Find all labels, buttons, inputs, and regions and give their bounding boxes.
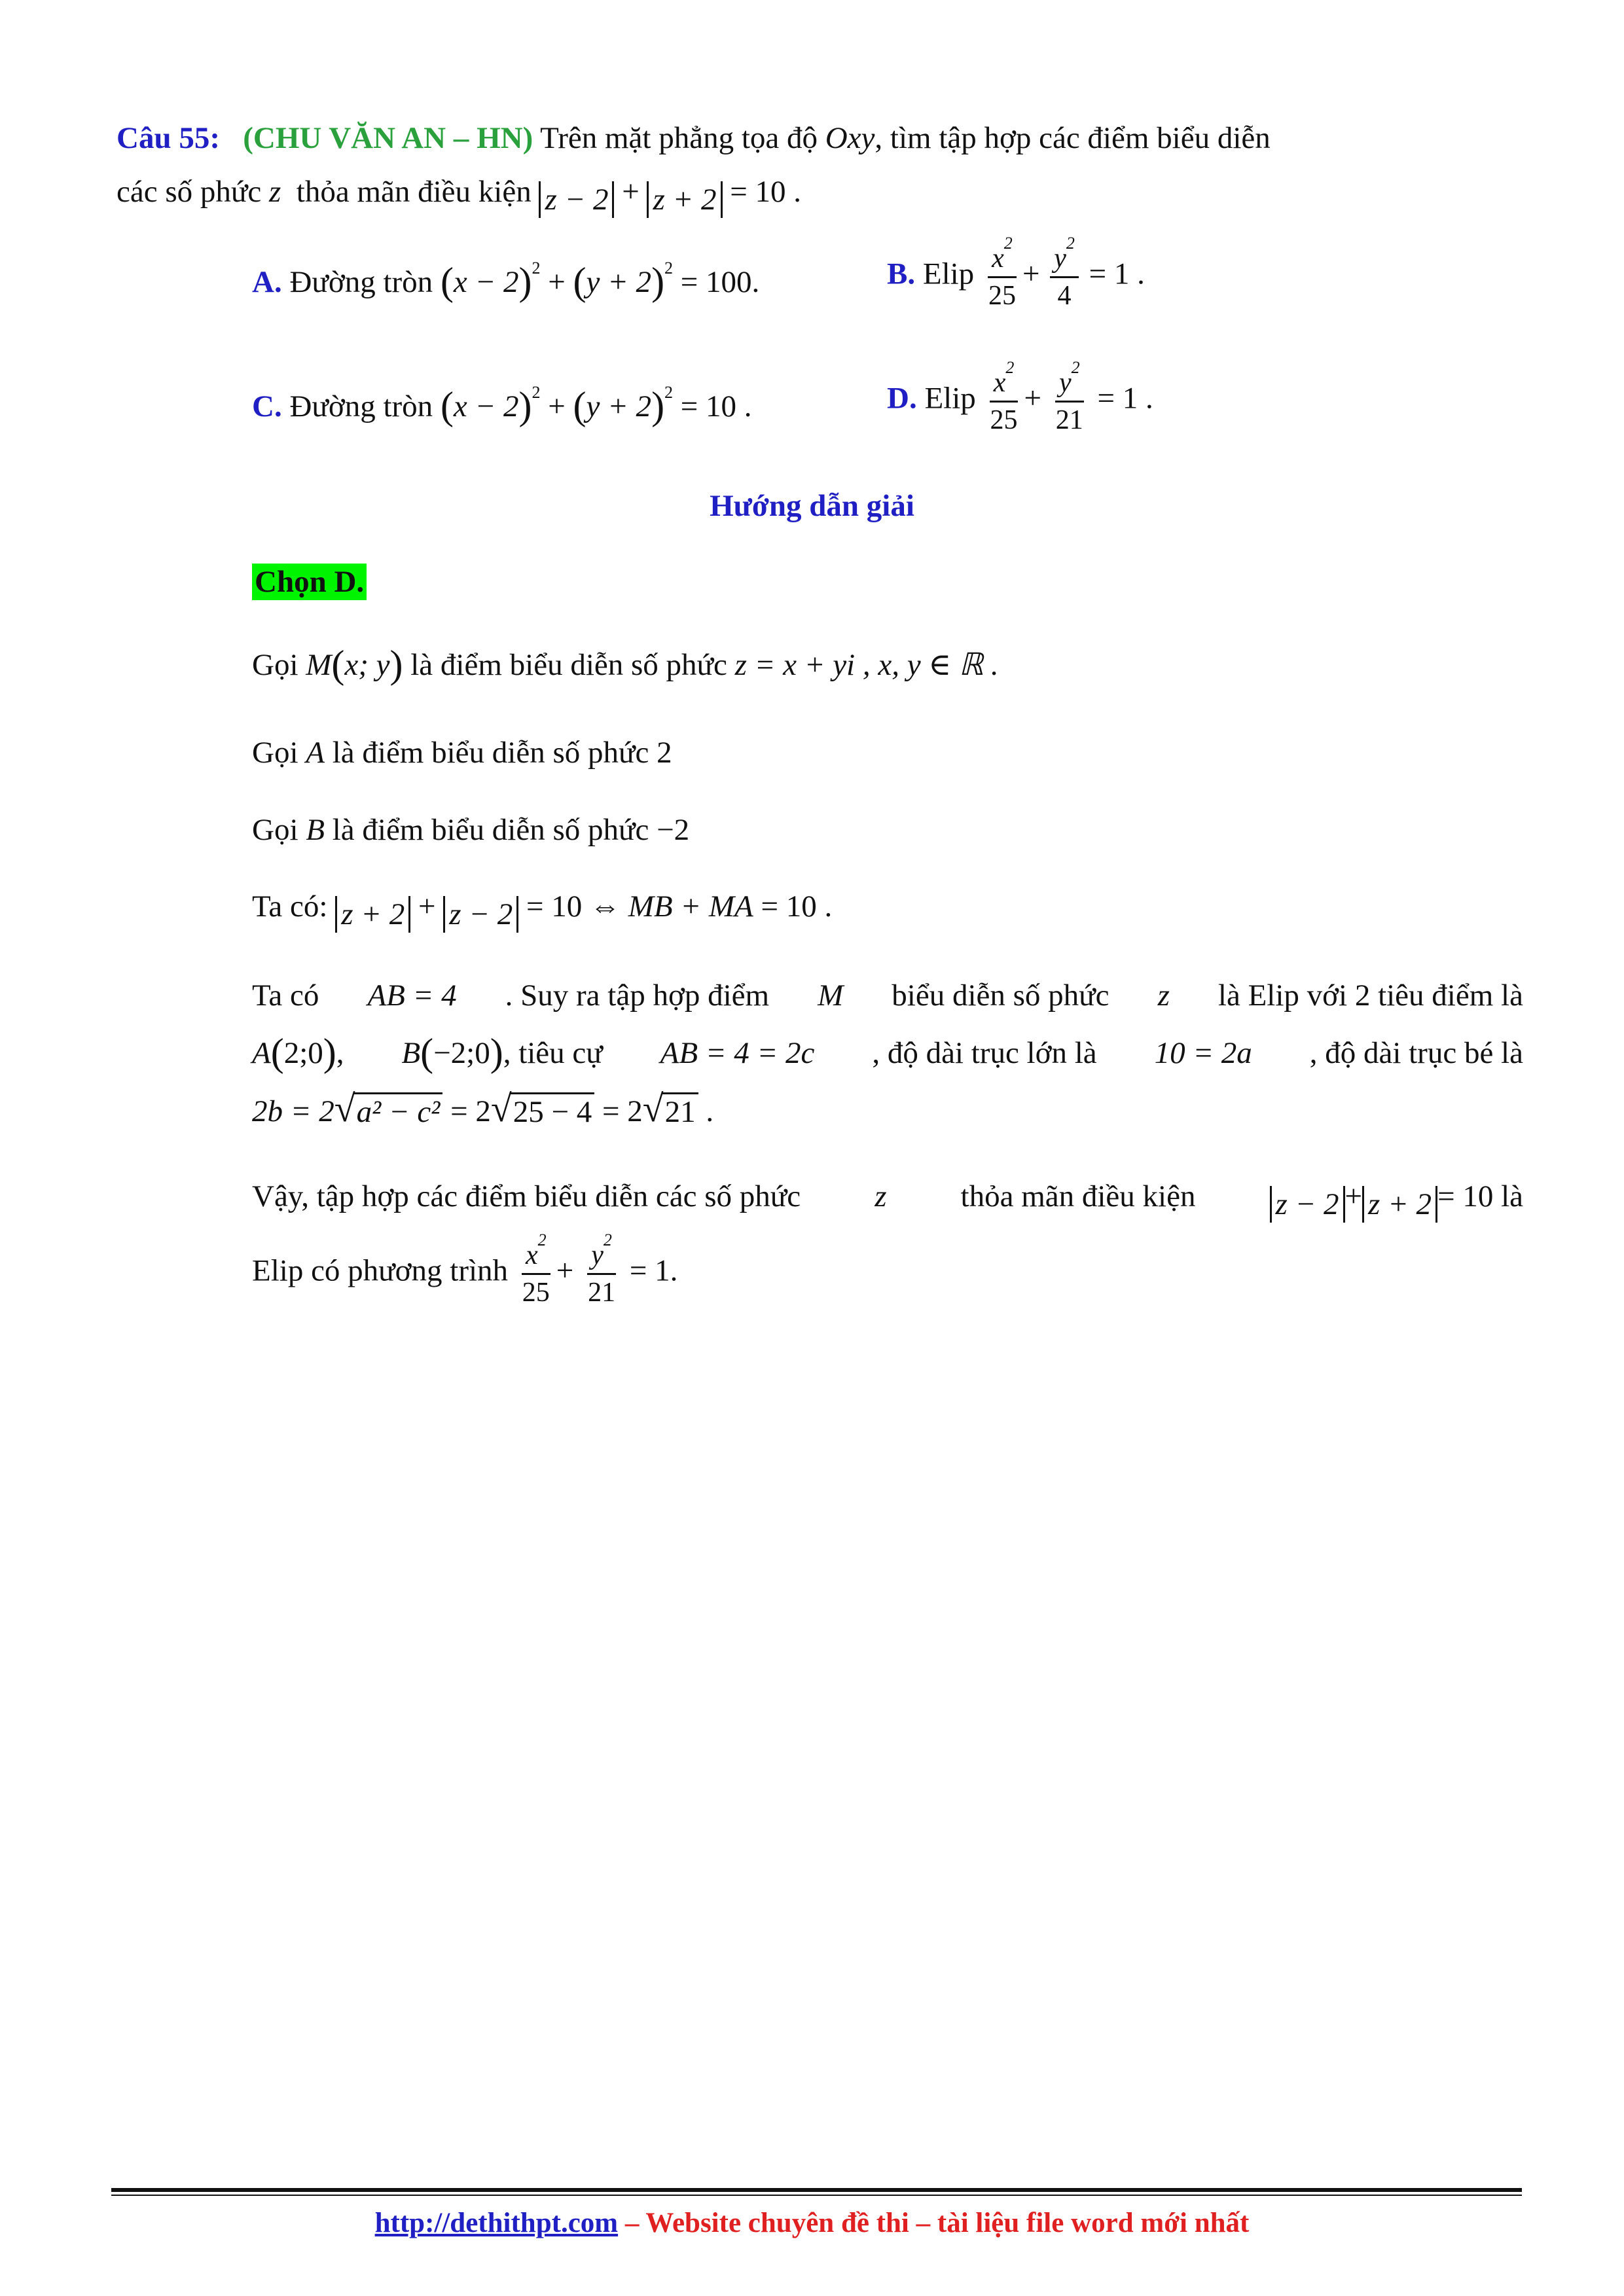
solution-line-1: Gọi M(x; y) là điểm biểu diễn số phức z = x + yi , x, y ∈ ℝ . [252, 643, 999, 686]
option-b: B. Elip $\frac{x^2}{25}$ + $\frac{y^2}{4}$ = 1 . [887, 234, 1145, 311]
question-text-3: các số phức [117, 175, 262, 209]
solution-line-6: A(2;0), B(−2;0), tiêu cự AB = 4 = 2c , độ dài trục lớn là 10 = 2a , độ dài trục bé là [252, 1031, 1523, 1074]
question-line-2: các số phức z thỏa mãn điều kiện z − 2 + z + 2 = 10 . [117, 175, 802, 217]
option-c: C. Đường tròn $(x - 2)^2 + (y + 2)^2 = 10$ . [252, 383, 752, 427]
solution-line-5: Ta có AB = 4 . Suy ra tập hợp điểm M biểu diễn số phức z là Elip với 2 tiêu điểm là [252, 978, 1523, 1013]
question-line-1 [117, 123, 1523, 154]
option-d-frac-2: $\frac{y^2}{21}$ [1055, 358, 1083, 435]
solution-line-3: Gọi B là điểm biểu diễn số phức −2 [252, 813, 690, 847]
option-c-label: C. [252, 389, 282, 423]
footer-link[interactable]: http://dethithpt.com [374, 2208, 619, 2238]
option-d-frac-1: $\frac{x^2}{25}$ [990, 358, 1018, 435]
footer [0, 2207, 1624, 2239]
solution-heading: Hướng dẫn giải [710, 489, 914, 523]
option-b-frac-1: $\frac{x^2}{25}$ [988, 234, 1016, 311]
answer-choice [252, 567, 367, 598]
question-text: Trên mặt phẳng tọa độ [540, 121, 818, 155]
solution-line-9: Elip có phương trình $\frac{x^2}{25}$ + $\frac{y^2}{21}$ = 1. [252, 1230, 678, 1308]
math-oxy: Oxy [825, 121, 875, 155]
footer-rule-thin [111, 2195, 1522, 2196]
option-c-text: Đường tròn [289, 389, 433, 423]
question-text-2: , tìm tập hợp các điểm biểu diễn [875, 121, 1271, 155]
solution-line-2: Gọi A là điểm biểu diễn số phức 2 [252, 736, 672, 770]
option-c-rhs: = 10 . [680, 389, 752, 423]
option-b-rhs: = 1 . [1089, 257, 1145, 291]
option-d-rhs: = 1 . [1097, 381, 1153, 416]
option-a-rhs: = 100. [680, 265, 760, 299]
question-number: Câu 55: [117, 121, 220, 155]
option-a-term2: y + 2 [586, 265, 652, 299]
question-text-4: thỏa mãn điều kiện [296, 175, 532, 209]
option-b-frac-2: $\frac{y^2}{4}$ [1050, 243, 1079, 310]
question-source: (CHU VĂN AN – HN) [243, 121, 533, 155]
condition-rhs: = 10 . [730, 175, 802, 209]
option-a-text: Đường tròn [289, 265, 433, 299]
option-d-label: D. [887, 381, 917, 416]
option-d-text: Elip [924, 381, 976, 416]
option-a: A. Đường tròn $(x - 2)^2 + (y + 2)^2 = 100$. [252, 259, 760, 303]
option-a-term1: x − 2 [453, 265, 519, 299]
final-frac-2: $\frac{y^2}{21}$ [588, 1230, 616, 1308]
option-a-label: A. [252, 265, 282, 299]
option-c-term1: x − 2 [453, 389, 519, 423]
answer-choice-text: Chọn D. [252, 564, 367, 600]
math-z: z [268, 175, 281, 209]
abs-z-plus-2: z + 2 [647, 181, 722, 218]
option-d: D. Elip $\frac{x^2}{25}$ + $\frac{y^2}{21}$ = 1 . [887, 358, 1153, 435]
solution-line-8: Vậy, tập hợp các điểm biểu diễn các số phức z thỏa mãn điều kiện z − 2 + z + 2 = 10 là [252, 1179, 1523, 1221]
final-frac-1: $\frac{x^2}{25}$ [522, 1230, 550, 1308]
solution-line-7: 2b = 2 √ a² − c² = 2 √ 25 − 4 = 2 √ 21 . [252, 1087, 714, 1130]
footer-text: – Website chuyên đề thi – tài liệu file word mới nhất [618, 2208, 1250, 2238]
option-b-label: B. [887, 257, 916, 291]
option-c-term2: y + 2 [586, 389, 652, 423]
solution-line-4: Ta có: z + 2 + z − 2 = 10 ⇔ MB + MA = 10 . [252, 889, 833, 931]
option-b-text: Elip [922, 257, 975, 291]
abs-z-minus-2: z − 2 [539, 181, 614, 218]
footer-rule [111, 2188, 1522, 2192]
